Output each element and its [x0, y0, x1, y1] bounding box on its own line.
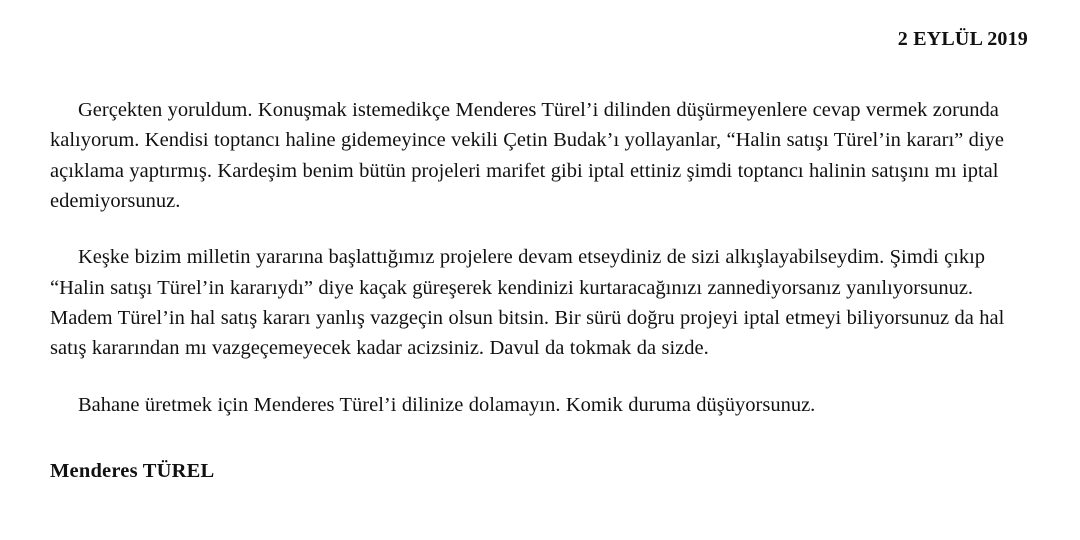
paragraph: Keşke bizim milletin yararına başlattığımız projelere devam etseydiniz de sizi alkışlayabilseydim. Şimdi çıkıp “Halin satışı Türel’in kararıydı” diye kaçak güreşerek kendinizi kurtaracağınızı zannediyorsanız yanılıyorsunuz. Madem Türel’in hal satış kararı yanlış vazgeçin olsun bitsin. Bir sürü doğru projeyi iptal etmeyi biliyorsunuz da hal satış kararından mı vazgeçemeyecek kadar acizsiniz. Davul da tokmak da sizde. [50, 246, 1005, 360]
document-body [50, 95, 1030, 420]
document-date: 2 EYLÜL 2019 [897, 28, 1028, 50]
document-signature: Menderes TÜREL [50, 459, 215, 482]
paragraph: Gerçekten yoruldum. Konuşmak istemedikçe Menderes Türel’i dilinden düşürmeyenlere cevap vermek zorunda kalıyorum. Kendisi toptancı haline gidemeyince vekili Çetin Budak’ı yollayanlar, “Halin satışı Türel’in kararı” diye açıklama yaptırmış. Kardeşim benim bütün projeleri marifet gibi iptal ettiniz şimdi toptancı halinin satışını mı iptal edemiyorsunuz. [50, 99, 1004, 212]
paragraph: Bahane üretmek için Menderes Türel’i dilinize dolamayın. Komik duruma düşüyorsunuz. [78, 393, 816, 416]
